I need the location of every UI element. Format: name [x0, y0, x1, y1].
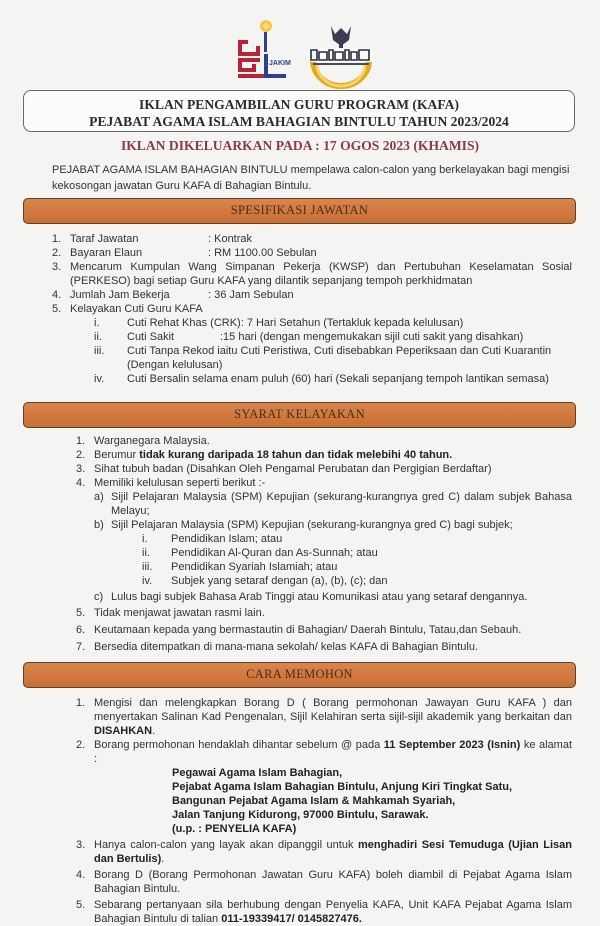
item-number: 4.	[76, 869, 86, 881]
item-number: iv.	[94, 373, 105, 385]
jais-logo-icon	[305, 20, 377, 90]
item-text: Borang permohonan hendaklah dihantar sebelum @ pada	[94, 739, 384, 751]
item-emphasis: DISAHKAN	[94, 725, 153, 737]
item-number: 1.	[52, 233, 62, 245]
jakim-logo-icon	[236, 18, 291, 80]
item-value: : RM 1100.00 Sebulan	[208, 247, 317, 259]
title-box	[23, 90, 575, 132]
cara-memohon-list	[76, 696, 572, 926]
logo-header	[0, 12, 600, 82]
list-item	[52, 288, 572, 302]
item-text: Lulus bagi subjek Bahasa Arab Tinggi atau Komunikasi atau yang setaraf dengannya.	[111, 591, 528, 603]
item-text: Pendidikan Syariah Islamiah; atau	[171, 561, 338, 573]
item-text: Sijil Pelajaran Malaysia (SPM) Kepujian (sekurang-kurangnya gred C) bagi subjek;	[111, 519, 513, 531]
item-emphasis: tidak kurang daripada 18 tahun dan tidak melebihi 40 tahun.	[139, 449, 453, 461]
contact-phone: 011-19339417/ 0145827476.	[221, 913, 362, 925]
cuti-item	[94, 344, 572, 372]
item-text: Keutamaan kepada yang bermastautin di Bahagian/ Daerah Bintulu, Tatau,dan Sebauh.	[94, 624, 522, 636]
item-text: Bersedia ditempatkan di mana-mana sekolah/ kelas KAFA di Bahagian Bintulu.	[94, 641, 479, 653]
issue-date: IKLAN DIKELUARKAN PADA : 17 OGOS 2023 (KHAMIS)	[120, 138, 480, 153]
item-text: Borang D (Borang Permohonan Jawatan Guru KAFA) boleh diambil di Pejabat Agama Islam Bahagian Bintulu.	[94, 869, 572, 895]
item-number: 3.	[76, 463, 86, 475]
item-text: Sihat tubuh badan (Disahkan Oleh Pengamal Perubatan dan Pergigian Berdaftar)	[94, 463, 492, 475]
cuti-item	[94, 330, 572, 344]
item-text: Pendidikan Al-Quran dan As-Sunnah; atau	[171, 547, 378, 559]
item-number: b)	[94, 519, 104, 531]
section-banner-cara-memohon: CARA MEMOHON	[23, 662, 576, 688]
item-text: Pendidikan Islam; atau	[171, 533, 283, 545]
item-text: Cuti Rehat Khas (CRK): 7 Hari Setahun (Tertakluk kepada kelulusan)	[127, 317, 464, 329]
mailing-address	[172, 766, 572, 836]
item-value: : Kontrak	[208, 233, 253, 245]
item-label: Cuti Sakit	[127, 331, 175, 343]
item-number: 7.	[76, 641, 86, 653]
list-item	[76, 696, 572, 738]
item-number: 2.	[76, 739, 86, 751]
item-emphasis: menghadiri Sesi Temuduga (Ujian Lisan dan Bertulis)	[94, 839, 572, 865]
qualification-item	[94, 590, 572, 604]
item-number: a)	[94, 491, 104, 503]
list-item	[76, 838, 572, 866]
list-item	[76, 606, 572, 620]
cuti-item	[94, 372, 572, 386]
item-text: Berumur	[94, 449, 140, 461]
qualification-item	[94, 518, 572, 532]
list-item	[76, 434, 572, 448]
subject-item	[142, 532, 572, 546]
list-item	[76, 898, 572, 926]
item-number: 2.	[52, 247, 62, 259]
item-text: Warganegara Malaysia.	[94, 435, 210, 447]
subject-item	[142, 560, 572, 574]
item-text: Cuti Tanpa Rekod iaitu Cuti Peristiwa, Cuti disebabkan Peperiksaan dan Cuti Kuarantin (Dengan kelulusan)	[127, 345, 552, 371]
subject-item	[142, 546, 572, 560]
item-number: 5.	[76, 607, 86, 619]
address-line: Bangunan Pejabat Agama Islam & Mahkamah Syariah,	[172, 795, 456, 807]
item-text: Kelayakan Cuti Guru KAFA	[70, 303, 203, 315]
syarat-list	[76, 434, 572, 654]
list-item	[52, 260, 572, 288]
item-number: ii.	[94, 331, 102, 343]
address-line: Pegawai Agama Islam Bahagian,	[172, 767, 343, 779]
title-line-2: PEJABAT AGAMA ISLAM BAHAGIAN BINTULU TAHUN 2023/2024	[89, 114, 509, 129]
list-item	[76, 476, 572, 490]
list-item	[76, 462, 572, 476]
item-suffix: ke alamat :	[94, 739, 573, 765]
item-number: 4.	[76, 477, 86, 489]
item-number: 4.	[52, 289, 62, 301]
item-number: iv.	[142, 575, 153, 587]
item-text: Cuti Bersalin selama enam puluh (60) hari (Sekali sepanjang tempoh lantikan semasa)	[127, 373, 549, 385]
item-number: iii.	[142, 561, 153, 573]
item-number: ii.	[142, 547, 150, 559]
item-suffix: .	[152, 725, 156, 737]
item-text: Tidak menjawat jawatan rasmi lain.	[94, 607, 265, 619]
list-item	[76, 640, 572, 654]
intro-paragraph: PEJABAT AGAMA ISLAM BAHAGIAN BINTULU mempelawa calon-calon yang berkelayakan bagi mengisi kekosongan jawatan Guru KAFA di Bahagian Bintulu.	[52, 164, 570, 192]
item-number: i.	[142, 533, 148, 545]
qualification-item	[94, 490, 572, 518]
item-number: i.	[94, 317, 100, 329]
list-item	[52, 232, 572, 246]
jakim-label: JAKIM	[269, 60, 291, 67]
list-item	[76, 868, 572, 896]
list-item	[52, 246, 572, 260]
item-number: 1.	[76, 435, 86, 447]
item-text: Mencarum Kumpulan Wang Simpanan Pekerja (KWSP) dan Pertubuhan Keselamatan Sosial (PERKESO) bagi setiap Guru KAFA yang dilantik sepanjang tempoh perkhidmatan	[70, 261, 572, 287]
item-suffix: .	[161, 853, 165, 865]
item-label: Jumlah Jam Bekerja	[70, 289, 170, 301]
item-text: Hanya calon-calon yang layak akan dipanggil untuk	[94, 839, 358, 851]
item-text: Sijil Pelajaran Malaysia (SPM) Kepujian (sekurang-kurangnya gred C) dalam subjek Bahasa Melayu;	[111, 491, 572, 517]
deadline-date: 11 September 2023 (Isnin)	[383, 739, 521, 751]
item-number: 5.	[76, 899, 86, 911]
item-number: 1.	[76, 697, 86, 709]
title-line-1: IKLAN PENGAMBILAN GURU PROGRAM (KAFA)	[139, 97, 459, 112]
item-text: Mengisi dan melengkapkan Borang D ( Borang permohonan Jawayan Guru KAFA ) dan menyertakan Salinan Kad Pengenalan, Sijil Kelahiran serta sijil-sijil akademik yang berkaitan dan	[94, 697, 572, 723]
address-line: (u.p. : PENYELIA KAFA)	[172, 823, 297, 835]
spesifikasi-list	[52, 232, 572, 386]
item-number: 6.	[76, 624, 86, 636]
item-value: : 36 Jam Sebulan	[208, 289, 294, 301]
item-value: :15 hari (dengan mengemukakan sijil cuti sakit yang disahkan)	[220, 331, 524, 343]
list-item	[76, 623, 572, 637]
item-text: Sebarang pertanyaan sila berhubung dengan Penyelia KAFA, Unit KAFA Pejabat Agama Islam Bahagian Bintulu di talian	[94, 899, 572, 925]
list-item	[76, 448, 572, 462]
item-number: 2.	[76, 449, 86, 461]
subject-item	[142, 574, 572, 588]
item-label: Taraf Jawatan	[70, 233, 139, 245]
address-line: Jalan Tanjung Kidurong, 97000 Bintulu, Sarawak.	[172, 809, 429, 821]
item-label: Bayaran Elaun	[70, 247, 143, 259]
item-text: Subjek yang setaraf dengan (a), (b), (c); dan	[171, 575, 388, 587]
item-text: Memiliki kelulusan seperti berikut :-	[94, 477, 266, 489]
item-number: 3.	[76, 839, 86, 851]
address-line: Pejabat Agama Islam Bahagian Bintulu, Anjung Kiri Tingkat Satu,	[172, 781, 513, 793]
section-banner-spesifikasi: SPESIFIKASI JAWATAN	[23, 198, 576, 224]
cuti-item	[94, 316, 572, 330]
list-item	[76, 738, 572, 766]
item-number: iii.	[94, 345, 105, 357]
list-item	[52, 302, 572, 316]
item-number: 5.	[52, 303, 62, 315]
item-number: c)	[94, 591, 104, 603]
section-banner-syarat: SYARAT KELAYAKAN	[23, 402, 576, 428]
item-number: 3.	[52, 261, 62, 273]
